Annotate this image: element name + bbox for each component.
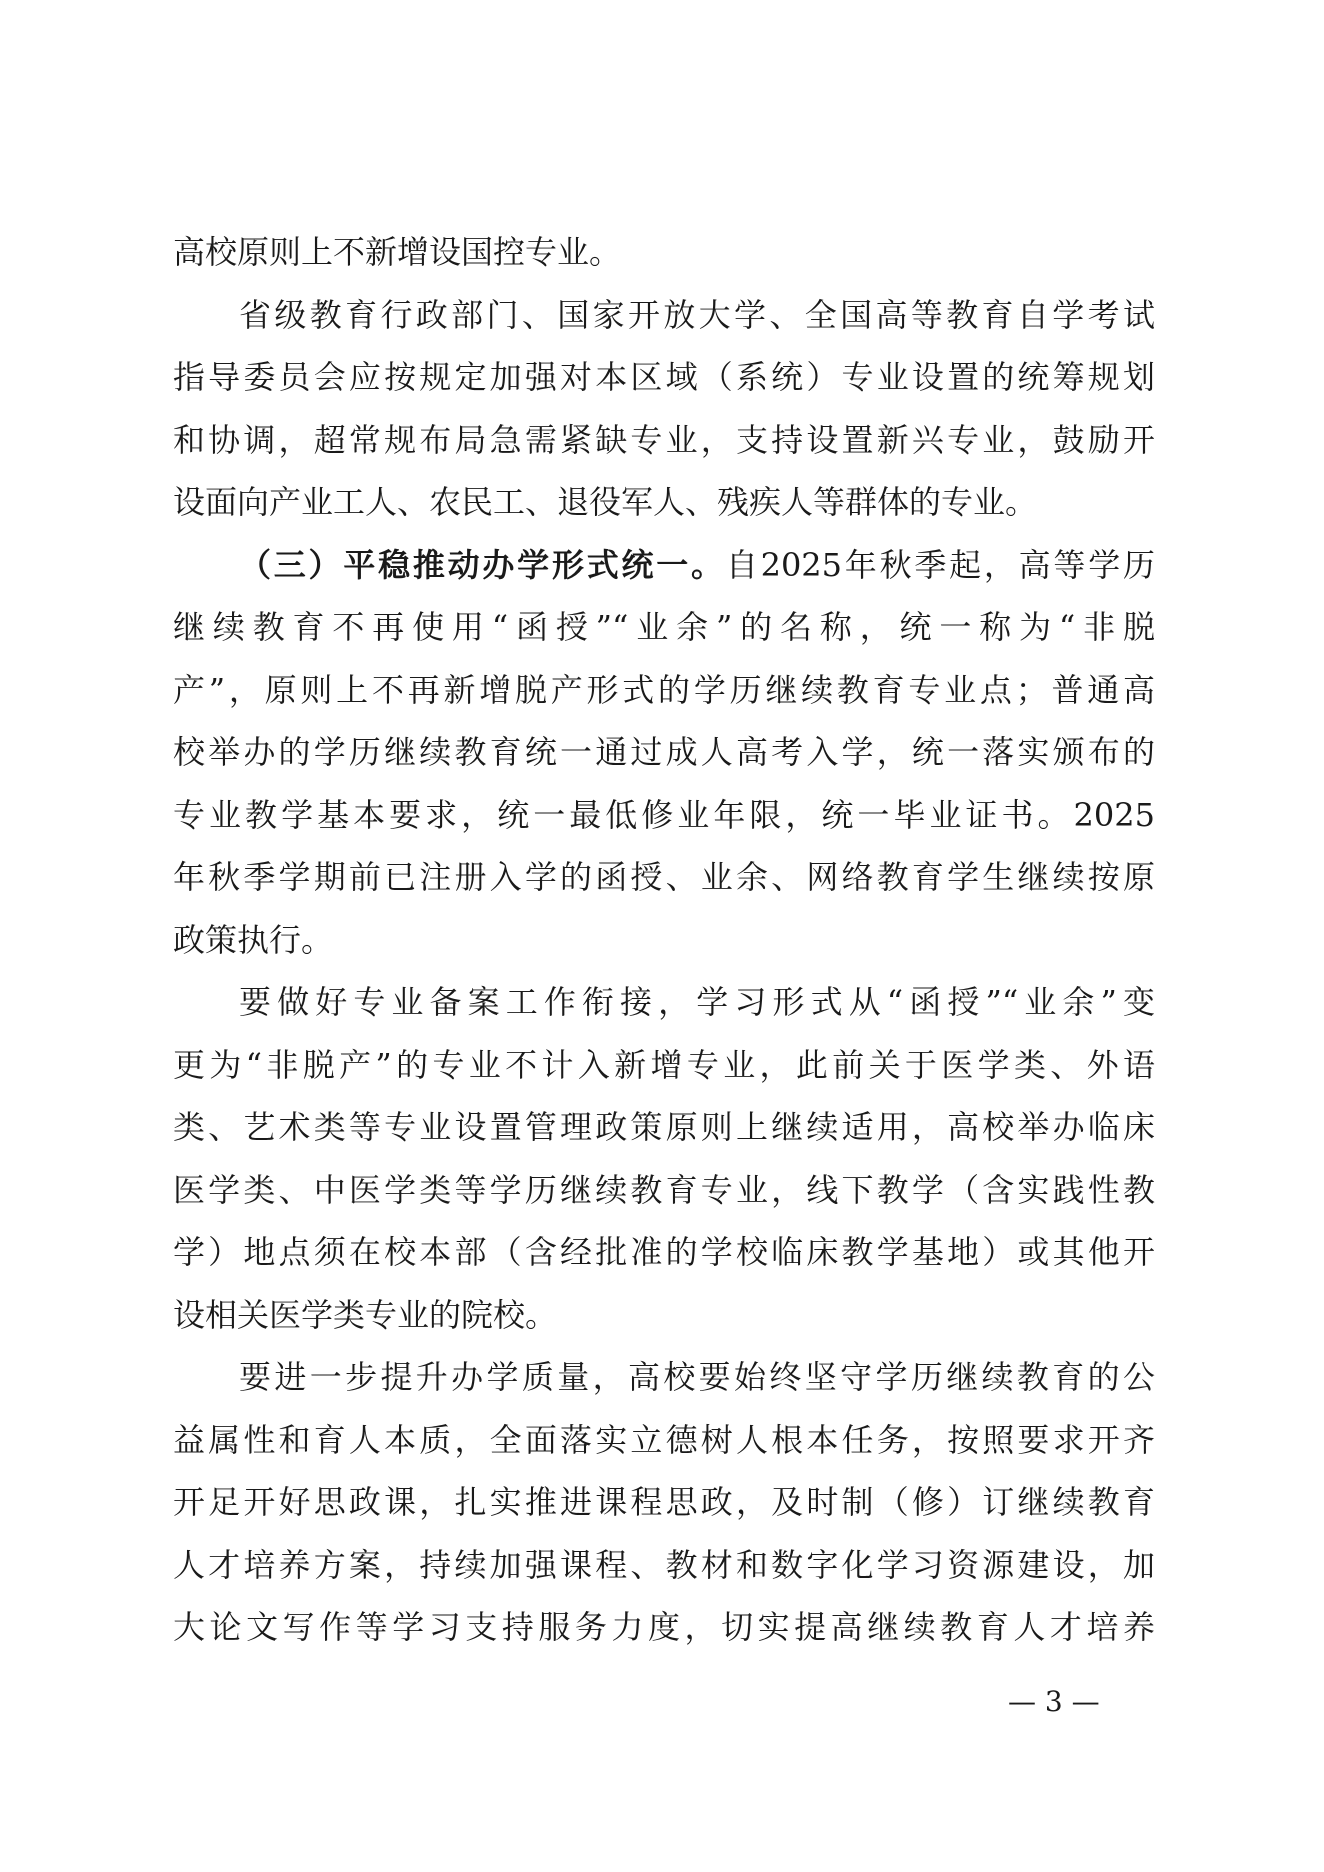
text-line: 益属性和育人本质，全面落实立德树人根本任务，按照要求开齐 [173, 1420, 1155, 1459]
section-heading: （三）平稳推动办学形式统一。 [239, 545, 726, 584]
text-line: 校举办的学历继续教育统一通过成人高考入学，统一落实颁布的 [173, 733, 1155, 771]
text-line: 指导委员会应按规定加强对本区域（系统）专业设置的统筹规划 [173, 358, 1155, 396]
text-line: 产”，原则上不再新增脱产形式的学历继续教育专业点；普通高 [173, 670, 1155, 709]
text-line: 和协调，超常规布局急需紧缺专业，支持设置新兴专业，鼓励开 [173, 420, 1155, 459]
text-line: 设相关医学类专业的院校。 [173, 1295, 558, 1334]
text-line: 要做好专业备案工作衔接，学习形式从“函授”“业余”变 [239, 983, 1155, 1021]
document-body [173, 221, 1155, 1659]
text-line: 继续教育不再使用“函授”“业余”的名称，统一称为“非脱 [173, 608, 1155, 646]
text-line: 年秋季学期前已注册入学的函授、业余、网络教育学生继续按原 [173, 858, 1155, 896]
text-line: 开足开好思政课，扎实推进课程思政，及时制（修）订继续教育 [173, 1483, 1155, 1521]
text-line: 要进一步提升办学质量，高校要始终坚守学历继续教育的公 [239, 1358, 1155, 1396]
text-line: 大论文写作等学习支持服务力度，切实提高继续教育人才培养 [173, 1608, 1155, 1646]
text-line: 专业教学基本要求，统一最低修业年限，统一毕业证书。2025 [173, 795, 1155, 834]
text-line: 省级教育行政部门、国家开放大学、全国高等教育自学考试 [239, 295, 1155, 334]
text-line: 高校原则上不新增设国控专业。 [173, 233, 622, 271]
heading-line-text: 自2025年秋季起，高等学历 [725, 545, 1155, 584]
text-line: 学）地点须在校本部（含经批准的学校临床教学基地）或其他开 [173, 1233, 1155, 1271]
section-heading-line [173, 534, 1155, 597]
text-line: 医学类、中医学类等学历继续教育专业，线下教学（含实践性教 [173, 1170, 1155, 1209]
text-line: 人才培养方案，持续加强课程、教材和数字化学习资源建设，加 [173, 1545, 1155, 1584]
text-line: 政策执行。 [173, 920, 334, 959]
text-line: 类、艺术类等专业设置管理政策原则上继续适用，高校举办临床 [173, 1108, 1155, 1146]
text-line: 设面向产业工人、农民工、退役军人、残疾人等群体的专业。 [173, 483, 1038, 521]
page-number: — 3 — [1008, 1685, 1100, 1718]
text-line: 更为“非脱产”的专业不计入新增专业，此前关于医学类、外语 [173, 1045, 1155, 1084]
